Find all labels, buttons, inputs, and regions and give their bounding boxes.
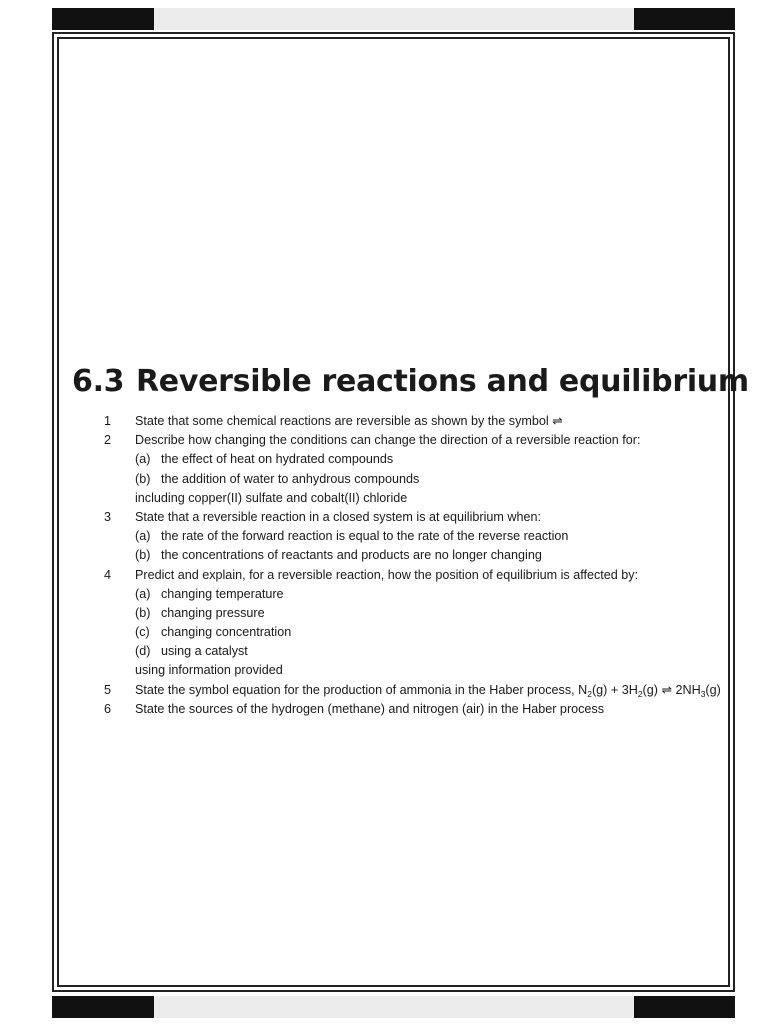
equation-part: (g) ⇌ 2NH	[642, 682, 701, 697]
list-subitem	[0, 642, 768, 661]
subitem-text: the effect of heat on hydrated compounds	[161, 452, 394, 467]
section-title: Reversible reactions and equilibrium	[136, 364, 749, 399]
list-item	[0, 431, 768, 450]
subitem-text: changing temperature	[161, 586, 284, 601]
list-subitem	[0, 450, 768, 469]
item-text: State the sources of the hydrogen (methane) and nitrogen (air) in the Haber process	[135, 701, 605, 716]
subscript: 2	[637, 688, 643, 699]
header-block-left	[52, 8, 154, 30]
objectives-list	[0, 412, 768, 719]
continuation-text: including copper(II) sulfate and cobalt(II) chloride	[135, 490, 408, 505]
list-subitem	[0, 604, 768, 623]
section-number: 6.3	[72, 364, 125, 399]
footer-block-left	[52, 996, 154, 1018]
header-block-right	[634, 8, 735, 30]
subitem-text: using a catalyst	[161, 644, 248, 659]
item-text: State that some chemical reactions are reversible as shown by the symbol ⇌	[135, 414, 563, 428]
item-number: 2	[104, 433, 112, 448]
equation-part: (g)	[705, 682, 721, 697]
item-number: 4	[104, 567, 112, 582]
item-number: 1	[104, 414, 112, 428]
list-subitem	[0, 546, 768, 565]
list-subitem	[0, 585, 768, 604]
footer-bar	[52, 996, 735, 1018]
subscript: 2	[587, 688, 592, 699]
list-item	[0, 566, 768, 585]
item-text: State that a reversible reaction in a closed system is at equilibrium when:	[135, 509, 541, 524]
list-subitem	[0, 623, 768, 642]
subitem-text: the rate of the forward reaction is equal to the rate of the reverse reaction	[161, 529, 569, 544]
item-text: State the symbol equation for the production of ammonia in the Haber process, N	[135, 682, 588, 697]
list-continuation	[0, 489, 768, 508]
item-text: Predict and explain, for a reversible reaction, how the position of equilibrium is affected by:	[135, 567, 639, 582]
continuation-text: using information provided	[135, 663, 283, 678]
item-number: 5	[104, 682, 112, 697]
list-item	[0, 508, 768, 527]
subitem-label: (a)	[135, 529, 151, 544]
list-item	[0, 412, 768, 431]
subitem-text: changing concentration	[161, 625, 292, 640]
subitem-label: (a)	[135, 452, 151, 467]
list-subitem	[0, 470, 768, 489]
subitem-text: the concentrations of reactants and products are no longer changing	[161, 548, 542, 563]
subitem-label: (b)	[135, 605, 151, 620]
list-item	[0, 681, 768, 700]
subitem-label: (a)	[135, 586, 151, 601]
list-continuation	[0, 661, 768, 680]
subitem-text: the addition of water to anhydrous compounds	[161, 471, 420, 486]
item-number: 6	[104, 701, 112, 716]
list-subitem	[0, 527, 768, 546]
subitem-text: changing pressure	[161, 605, 265, 620]
subitem-label: (b)	[135, 548, 151, 563]
subitem-label: (b)	[135, 471, 151, 486]
equation-line	[135, 681, 721, 700]
footer-block-right	[634, 996, 735, 1018]
item-text: Describe how changing the conditions can change the direction of a reversible reaction for:	[135, 433, 641, 448]
section-heading	[72, 360, 749, 404]
subitem-label: (d)	[135, 644, 151, 659]
header-bar	[52, 8, 735, 30]
item-number: 3	[104, 509, 112, 524]
subscript: 3	[700, 688, 706, 699]
equation-part: (g) + 3H	[591, 682, 638, 697]
list-item	[0, 700, 768, 719]
subitem-label: (c)	[135, 625, 150, 640]
